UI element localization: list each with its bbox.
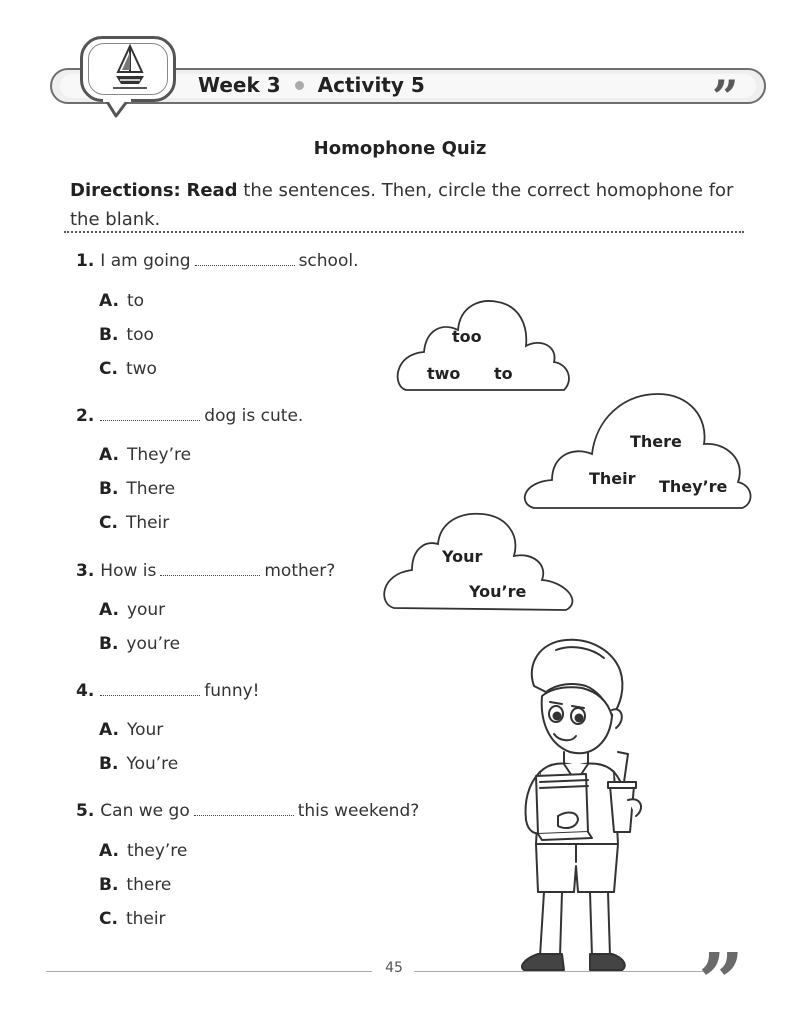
option[interactable] xyxy=(99,513,169,533)
question-text-after: funny! xyxy=(204,681,260,701)
option-text: Your xyxy=(126,720,164,740)
option-text: your xyxy=(126,600,166,620)
option[interactable] xyxy=(99,291,144,311)
footer-rule-right xyxy=(414,971,704,972)
question-text-before: How is xyxy=(100,561,157,581)
option-letter: B. xyxy=(99,754,119,774)
boat-icon xyxy=(110,42,150,94)
option-letter: C. xyxy=(99,513,118,533)
option-text: They’re xyxy=(126,445,192,465)
cloud-word: to xyxy=(494,364,513,383)
header-title xyxy=(198,70,425,100)
separator-dot-icon xyxy=(295,81,304,90)
directions xyxy=(70,176,750,234)
option-letter: A. xyxy=(99,600,119,620)
option-text: there xyxy=(126,875,172,895)
cloud-word: They’re xyxy=(659,477,728,496)
question-text-before: Can we go xyxy=(100,801,190,821)
question-4 xyxy=(76,681,259,701)
option-letter: C. xyxy=(99,909,118,929)
answer-blank xyxy=(100,694,200,696)
option[interactable] xyxy=(99,875,171,895)
word-cloud-2 xyxy=(522,390,754,516)
option-text: they’re xyxy=(126,841,188,861)
option-text: you’re xyxy=(126,634,181,654)
question-text-before: I am going xyxy=(100,251,191,271)
option-letter: A. xyxy=(99,291,119,311)
option-letter: B. xyxy=(99,875,119,895)
option-letter: B. xyxy=(99,325,119,345)
directions-label: Directions: xyxy=(70,180,181,201)
option[interactable] xyxy=(99,754,178,774)
option[interactable] xyxy=(99,325,154,345)
option[interactable] xyxy=(99,479,175,499)
cloud-word: There xyxy=(630,432,682,451)
option[interactable] xyxy=(99,720,163,740)
answer-blank xyxy=(194,814,294,816)
question-number: 5. xyxy=(76,801,95,821)
cloud-word: two xyxy=(427,364,461,383)
question-1 xyxy=(76,251,359,271)
closing-quote-icon: ” xyxy=(698,935,745,1029)
option[interactable] xyxy=(99,634,180,654)
question-number: 1. xyxy=(76,251,95,271)
option-text: You’re xyxy=(126,754,179,774)
activity-label: Activity 5 xyxy=(317,73,425,97)
quiz-title: Homophone Quiz xyxy=(313,138,487,159)
question-text-after: this weekend? xyxy=(297,801,420,821)
option-letter: A. xyxy=(99,720,119,740)
directions-text: the sentences. Then, circle the correct homophone for the blank. xyxy=(70,180,734,230)
boy-with-books-illustration xyxy=(516,636,656,976)
question-2 xyxy=(76,406,303,426)
option-text: Their xyxy=(125,513,170,533)
option-letter: A. xyxy=(99,841,119,861)
question-3 xyxy=(76,561,335,581)
option[interactable] xyxy=(99,600,165,620)
option-text: to xyxy=(126,291,145,311)
question-number: 4. xyxy=(76,681,95,701)
question-number: 3. xyxy=(76,561,95,581)
option-text: too xyxy=(126,325,154,345)
page-number: 45 xyxy=(385,960,403,976)
option[interactable] xyxy=(99,359,157,379)
cloud-word: too xyxy=(452,327,482,346)
question-number: 2. xyxy=(76,406,95,426)
cloud-word: You’re xyxy=(469,582,527,601)
question-text-after: dog is cute. xyxy=(204,406,304,426)
option-letter: B. xyxy=(99,634,119,654)
answer-blank xyxy=(160,574,260,576)
option-text: their xyxy=(125,909,166,929)
closing-quote-icon: ” xyxy=(712,70,739,124)
option-letter: A. xyxy=(99,445,119,465)
word-cloud-1 xyxy=(396,296,576,398)
directions-read: Read xyxy=(186,180,238,201)
option[interactable] xyxy=(99,445,191,465)
option-letter: C. xyxy=(99,359,118,379)
cloud-word: Your xyxy=(442,547,483,566)
option-letter: B. xyxy=(99,479,119,499)
week-label: Week 3 xyxy=(198,73,281,97)
option-text: two xyxy=(125,359,157,379)
question-text-after: mother? xyxy=(264,561,336,581)
question-text-after: school. xyxy=(298,251,359,271)
option[interactable] xyxy=(99,841,187,861)
dotted-divider xyxy=(64,231,744,233)
option-text: There xyxy=(126,479,176,499)
option[interactable] xyxy=(99,909,166,929)
question-5 xyxy=(76,801,419,821)
cloud-word: Their xyxy=(589,469,636,488)
answer-blank xyxy=(100,419,200,421)
answer-blank xyxy=(195,264,295,266)
footer-rule-left xyxy=(46,971,372,972)
